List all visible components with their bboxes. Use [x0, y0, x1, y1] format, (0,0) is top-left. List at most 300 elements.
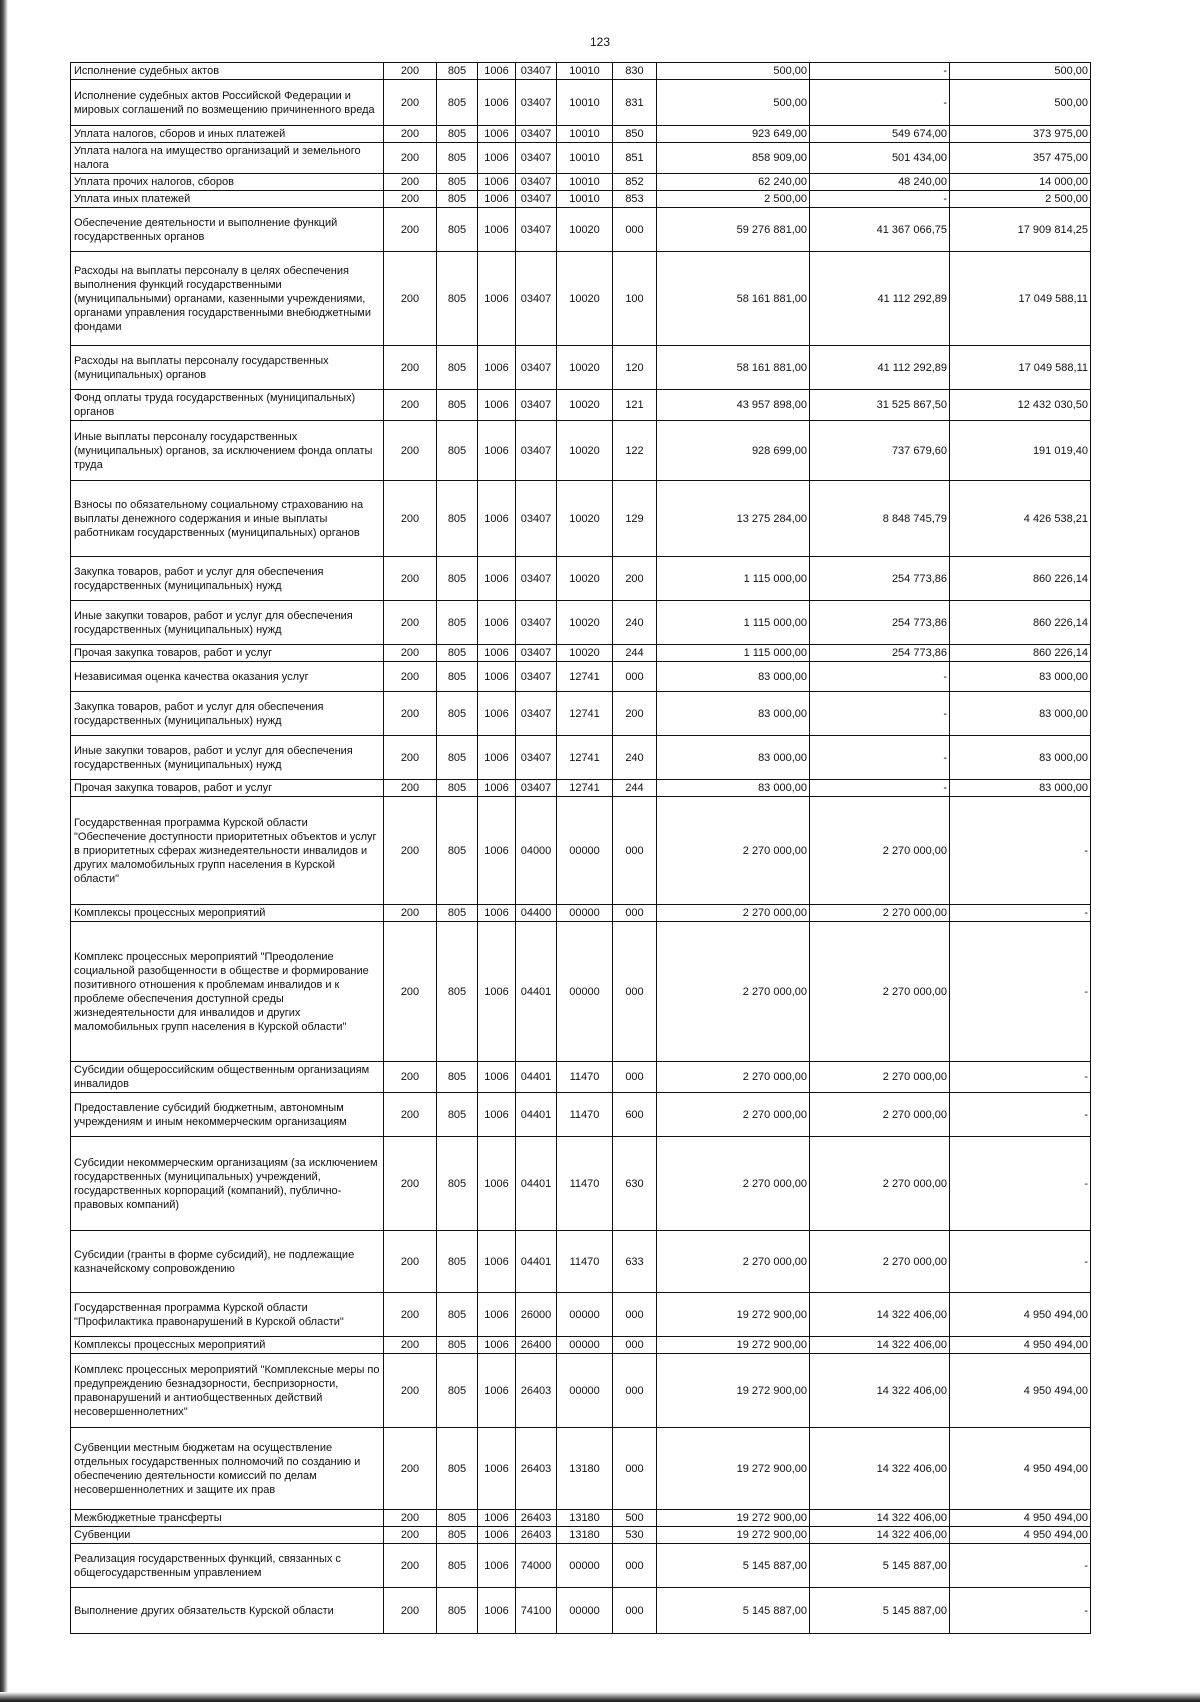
row-name: Комплексы процессных мероприятий	[71, 905, 384, 922]
rz-code: 805	[437, 63, 478, 80]
csr-direction-code: 13180	[557, 1428, 613, 1510]
table-row	[71, 1354, 1091, 1428]
glava-code: 200	[384, 1527, 437, 1544]
row-name: Государственная программа Курской области "Обеспечение доступности приоритетных объектов и услуг в приоритетных сферах жизнедеятельности инвалидов и других маломобильных групп населения в Курской области"	[71, 797, 384, 905]
glava-code: 200	[384, 1544, 437, 1588]
csr-direction-code: 11470	[557, 1062, 613, 1093]
executed-amount: 5 145 887,00	[810, 1588, 950, 1634]
rz-code: 805	[437, 1428, 478, 1510]
csr-program-code: 04000	[516, 797, 557, 905]
rz-code: 805	[437, 557, 478, 601]
approved-amount: 83 000,00	[657, 662, 810, 692]
approved-amount: 5 145 887,00	[657, 1588, 810, 1634]
remaining-amount: 4 950 494,00	[950, 1337, 1091, 1354]
glava-code: 200	[384, 645, 437, 662]
csr-direction-code: 11470	[557, 1231, 613, 1293]
vr-code: 000	[613, 1337, 657, 1354]
remaining-amount: 373 975,00	[950, 126, 1091, 143]
vr-code: 852	[613, 174, 657, 191]
vr-code: 000	[613, 797, 657, 905]
row-name: Государственная программа Курской области "Профилактика правонарушений в Курской области"	[71, 1293, 384, 1337]
row-name: Субсидии общероссийским общественным организациям инвалидов	[71, 1062, 384, 1093]
approved-amount: 43 957 898,00	[657, 390, 810, 421]
csr-program-code: 26400	[516, 1337, 557, 1354]
rz-code: 805	[437, 645, 478, 662]
csr-direction-code: 00000	[557, 1293, 613, 1337]
vr-code: 000	[613, 1293, 657, 1337]
rz-code: 805	[437, 1337, 478, 1354]
pr-code: 1006	[478, 557, 516, 601]
table-row	[71, 143, 1091, 174]
executed-amount: 2 270 000,00	[810, 1062, 950, 1093]
glava-code: 200	[384, 1093, 437, 1137]
glava-code: 200	[384, 797, 437, 905]
pr-code: 1006	[478, 174, 516, 191]
csr-direction-code: 00000	[557, 797, 613, 905]
rz-code: 805	[437, 662, 478, 692]
pr-code: 1006	[478, 1231, 516, 1293]
table-row	[71, 1093, 1091, 1137]
glava-code: 200	[384, 1137, 437, 1231]
vr-code: 850	[613, 126, 657, 143]
approved-amount: 19 272 900,00	[657, 1354, 810, 1428]
pr-code: 1006	[478, 1093, 516, 1137]
pr-code: 1006	[478, 662, 516, 692]
rz-code: 805	[437, 797, 478, 905]
csr-direction-code: 10010	[557, 126, 613, 143]
approved-amount: 19 272 900,00	[657, 1510, 810, 1527]
glava-code: 200	[384, 191, 437, 208]
table-row	[71, 80, 1091, 126]
row-name: Комплекс процессных мероприятий "Преодоление социальной разобщенности в обществе и формирование позитивного отношения к проблемам инвалидов и к проблеме обеспечения доступной среды жизнедеятельности для инвалидов и других маломобильных групп населения в Курской области"	[71, 922, 384, 1062]
rz-code: 805	[437, 1510, 478, 1527]
glava-code: 200	[384, 780, 437, 797]
remaining-amount: 500,00	[950, 63, 1091, 80]
csr-program-code: 26000	[516, 1293, 557, 1337]
csr-program-code: 03407	[516, 421, 557, 481]
table-row	[71, 252, 1091, 346]
executed-amount: -	[810, 736, 950, 780]
approved-amount: 2 270 000,00	[657, 905, 810, 922]
rz-code: 805	[437, 346, 478, 390]
table-row	[71, 601, 1091, 645]
glava-code: 200	[384, 421, 437, 481]
vr-code: 129	[613, 481, 657, 557]
rz-code: 805	[437, 601, 478, 645]
vr-code: 000	[613, 1062, 657, 1093]
row-name: Предоставление субсидий бюджетным, автономным учреждениям и иным некоммерческим организациям	[71, 1093, 384, 1137]
remaining-amount: 4 950 494,00	[950, 1293, 1091, 1337]
table-row	[71, 126, 1091, 143]
table-row	[71, 1293, 1091, 1337]
csr-program-code: 74100	[516, 1588, 557, 1634]
pr-code: 1006	[478, 1354, 516, 1428]
glava-code: 200	[384, 126, 437, 143]
row-name: Закупка товаров, работ и услуг для обеспечения государственных (муниципальных) нужд	[71, 692, 384, 736]
remaining-amount: 357 475,00	[950, 143, 1091, 174]
vr-code: 600	[613, 1093, 657, 1137]
pr-code: 1006	[478, 797, 516, 905]
executed-amount: 14 322 406,00	[810, 1510, 950, 1527]
pr-code: 1006	[478, 601, 516, 645]
csr-program-code: 04401	[516, 1062, 557, 1093]
pr-code: 1006	[478, 645, 516, 662]
remaining-amount: -	[950, 905, 1091, 922]
row-name: Взносы по обязательному социальному страхованию на выплаты денежного содержания и иные выплаты работникам государственных (муниципальных) органов	[71, 481, 384, 557]
approved-amount: 5 145 887,00	[657, 1544, 810, 1588]
remaining-amount: 14 000,00	[950, 174, 1091, 191]
csr-program-code: 26403	[516, 1510, 557, 1527]
pr-code: 1006	[478, 390, 516, 421]
vr-code: 500	[613, 1510, 657, 1527]
vr-code: 240	[613, 736, 657, 780]
glava-code: 200	[384, 1231, 437, 1293]
rz-code: 805	[437, 421, 478, 481]
executed-amount: 2 270 000,00	[810, 922, 950, 1062]
approved-amount: 13 275 284,00	[657, 481, 810, 557]
pr-code: 1006	[478, 481, 516, 557]
table-row	[71, 1337, 1091, 1354]
csr-direction-code: 13180	[557, 1510, 613, 1527]
executed-amount: 41 112 292,89	[810, 252, 950, 346]
glava-code: 200	[384, 1588, 437, 1634]
approved-amount: 2 270 000,00	[657, 797, 810, 905]
pr-code: 1006	[478, 346, 516, 390]
rz-code: 805	[437, 1231, 478, 1293]
executed-amount: 14 322 406,00	[810, 1337, 950, 1354]
pr-code: 1006	[478, 736, 516, 780]
pr-code: 1006	[478, 252, 516, 346]
pr-code: 1006	[478, 208, 516, 252]
glava-code: 200	[384, 1354, 437, 1428]
pr-code: 1006	[478, 63, 516, 80]
table-row	[71, 692, 1091, 736]
glava-code: 200	[384, 80, 437, 126]
glava-code: 200	[384, 208, 437, 252]
remaining-amount: -	[950, 1231, 1091, 1293]
vr-code: 853	[613, 191, 657, 208]
table-row	[71, 191, 1091, 208]
csr-direction-code: 00000	[557, 922, 613, 1062]
approved-amount: 83 000,00	[657, 736, 810, 780]
approved-amount: 19 272 900,00	[657, 1293, 810, 1337]
table-body	[71, 63, 1091, 1634]
executed-amount: -	[810, 191, 950, 208]
pr-code: 1006	[478, 143, 516, 174]
csr-direction-code: 00000	[557, 1544, 613, 1588]
rz-code: 805	[437, 481, 478, 557]
rz-code: 805	[437, 252, 478, 346]
pr-code: 1006	[478, 1062, 516, 1093]
approved-amount: 2 500,00	[657, 191, 810, 208]
table-row	[71, 1231, 1091, 1293]
csr-program-code: 03407	[516, 346, 557, 390]
csr-direction-code: 10010	[557, 174, 613, 191]
pr-code: 1006	[478, 126, 516, 143]
csr-program-code: 04401	[516, 1093, 557, 1137]
glava-code: 200	[384, 692, 437, 736]
pr-code: 1006	[478, 1588, 516, 1634]
row-name: Иные выплаты персоналу государственных (муниципальных) органов, за исключением фонда оплаты труда	[71, 421, 384, 481]
rz-code: 805	[437, 80, 478, 126]
csr-program-code: 03407	[516, 645, 557, 662]
row-name: Уплата прочих налогов, сборов	[71, 174, 384, 191]
executed-amount: 254 773,86	[810, 557, 950, 601]
rz-code: 805	[437, 922, 478, 1062]
csr-program-code: 04401	[516, 1231, 557, 1293]
table-row	[71, 63, 1091, 80]
csr-direction-code: 10010	[557, 80, 613, 126]
remaining-amount: -	[950, 1062, 1091, 1093]
approved-amount: 500,00	[657, 80, 810, 126]
approved-amount: 19 272 900,00	[657, 1337, 810, 1354]
remaining-amount: 12 432 030,50	[950, 390, 1091, 421]
rz-code: 805	[437, 1354, 478, 1428]
approved-amount: 83 000,00	[657, 692, 810, 736]
vr-code: 240	[613, 601, 657, 645]
table-row	[71, 390, 1091, 421]
executed-amount: 2 270 000,00	[810, 1093, 950, 1137]
glava-code: 200	[384, 922, 437, 1062]
csr-direction-code: 11470	[557, 1093, 613, 1137]
rz-code: 805	[437, 1062, 478, 1093]
row-name: Выполнение других обязательств Курской области	[71, 1588, 384, 1634]
table-row	[71, 1510, 1091, 1527]
approved-amount: 2 270 000,00	[657, 1137, 810, 1231]
glava-code: 200	[384, 1062, 437, 1093]
remaining-amount: -	[950, 1544, 1091, 1588]
vr-code: 000	[613, 208, 657, 252]
rz-code: 805	[437, 126, 478, 143]
executed-amount: 2 270 000,00	[810, 905, 950, 922]
row-name: Комплексы процессных мероприятий	[71, 1337, 384, 1354]
approved-amount: 2 270 000,00	[657, 1231, 810, 1293]
row-name: Субсидии некоммерческим организациям (за исключением государственных (муниципальных) учреждений, государственных корпораций (компаний), публично-правовых компаний)	[71, 1137, 384, 1231]
rz-code: 805	[437, 143, 478, 174]
pr-code: 1006	[478, 1137, 516, 1231]
csr-program-code: 74000	[516, 1544, 557, 1588]
approved-amount: 858 909,00	[657, 143, 810, 174]
vr-code: 200	[613, 692, 657, 736]
remaining-amount: 17 049 588,11	[950, 252, 1091, 346]
table-row	[71, 1588, 1091, 1634]
table-row	[71, 797, 1091, 905]
rz-code: 805	[437, 692, 478, 736]
csr-program-code: 04401	[516, 1137, 557, 1231]
executed-amount: 41 112 292,89	[810, 346, 950, 390]
glava-code: 200	[384, 346, 437, 390]
rz-code: 805	[437, 905, 478, 922]
csr-program-code: 03407	[516, 692, 557, 736]
glava-code: 200	[384, 557, 437, 601]
glava-code: 200	[384, 662, 437, 692]
executed-amount: 8 848 745,79	[810, 481, 950, 557]
approved-amount: 59 276 881,00	[657, 208, 810, 252]
approved-amount: 500,00	[657, 63, 810, 80]
table-row	[71, 736, 1091, 780]
table-row	[71, 346, 1091, 390]
row-name: Обеспечение деятельности и выполнение функций государственных органов	[71, 208, 384, 252]
remaining-amount: 17 049 588,11	[950, 346, 1091, 390]
remaining-amount: -	[950, 922, 1091, 1062]
table-row	[71, 174, 1091, 191]
csr-direction-code: 00000	[557, 905, 613, 922]
row-name: Субвенции местным бюджетам на осуществление отдельных государственных полномочий по созданию и обеспечению деятельности комиссий по делам несовершеннолетних и защите их прав	[71, 1428, 384, 1510]
csr-direction-code: 00000	[557, 1588, 613, 1634]
table-row	[71, 1544, 1091, 1588]
csr-program-code: 04401	[516, 922, 557, 1062]
rz-code: 805	[437, 736, 478, 780]
remaining-amount: 4 950 494,00	[950, 1354, 1091, 1428]
csr-direction-code: 10020	[557, 208, 613, 252]
csr-direction-code: 10020	[557, 557, 613, 601]
rz-code: 805	[437, 780, 478, 797]
executed-amount: -	[810, 692, 950, 736]
scan-edge-left	[0, 0, 8, 1702]
executed-amount: 14 322 406,00	[810, 1428, 950, 1510]
remaining-amount: -	[950, 797, 1091, 905]
table-row	[71, 922, 1091, 1062]
approved-amount: 83 000,00	[657, 780, 810, 797]
csr-direction-code: 10010	[557, 191, 613, 208]
csr-direction-code: 10020	[557, 601, 613, 645]
csr-program-code: 03407	[516, 174, 557, 191]
vr-code: 633	[613, 1231, 657, 1293]
vr-code: 851	[613, 143, 657, 174]
pr-code: 1006	[478, 80, 516, 126]
table-row	[71, 662, 1091, 692]
executed-amount: -	[810, 780, 950, 797]
table-row	[71, 905, 1091, 922]
approved-amount: 1 115 000,00	[657, 557, 810, 601]
pr-code: 1006	[478, 905, 516, 922]
executed-amount: -	[810, 63, 950, 80]
row-name: Межбюджетные трансферты	[71, 1510, 384, 1527]
glava-code: 200	[384, 1510, 437, 1527]
glava-code: 200	[384, 252, 437, 346]
pr-code: 1006	[478, 1428, 516, 1510]
csr-program-code: 03407	[516, 601, 557, 645]
executed-amount: 2 270 000,00	[810, 797, 950, 905]
vr-code: 000	[613, 905, 657, 922]
executed-amount: 501 434,00	[810, 143, 950, 174]
executed-amount: 14 322 406,00	[810, 1354, 950, 1428]
vr-code: 000	[613, 1588, 657, 1634]
csr-direction-code: 12741	[557, 736, 613, 780]
approved-amount: 2 270 000,00	[657, 922, 810, 1062]
approved-amount: 2 270 000,00	[657, 1062, 810, 1093]
remaining-amount: 83 000,00	[950, 780, 1091, 797]
row-name: Уплата налогов, сборов и иных платежей	[71, 126, 384, 143]
row-name: Иные закупки товаров, работ и услуг для обеспечения государственных (муниципальных) нужд	[71, 736, 384, 780]
row-name: Исполнение судебных актов Российской Федерации и мировых соглашений по возмещению причиненного вреда	[71, 80, 384, 126]
row-name: Комплекс процессных мероприятий "Комплексные меры по предупреждению безнадзорности, беспризорности, правонарушений и антиобщественных действий несовершеннолетних"	[71, 1354, 384, 1428]
vr-code: 100	[613, 252, 657, 346]
pr-code: 1006	[478, 922, 516, 1062]
page-number: 123	[589, 35, 611, 49]
remaining-amount: 83 000,00	[950, 736, 1091, 780]
csr-direction-code: 12741	[557, 692, 613, 736]
glava-code: 200	[384, 63, 437, 80]
pr-code: 1006	[478, 780, 516, 797]
csr-direction-code: 10020	[557, 346, 613, 390]
row-name: Реализация государственных функций, связанных с общегосударственным управлением	[71, 1544, 384, 1588]
rz-code: 805	[437, 1293, 478, 1337]
remaining-amount: 83 000,00	[950, 692, 1091, 736]
table-row	[71, 208, 1091, 252]
remaining-amount: 860 226,14	[950, 601, 1091, 645]
vr-code: 000	[613, 922, 657, 1062]
executed-amount: 48 240,00	[810, 174, 950, 191]
vr-code: 244	[613, 645, 657, 662]
rz-code: 805	[437, 1527, 478, 1544]
table-row	[71, 1137, 1091, 1231]
vr-code: 122	[613, 421, 657, 481]
remaining-amount: 4 950 494,00	[950, 1428, 1091, 1510]
vr-code: 831	[613, 80, 657, 126]
csr-direction-code: 10020	[557, 645, 613, 662]
csr-direction-code: 10010	[557, 63, 613, 80]
remaining-amount: 83 000,00	[950, 662, 1091, 692]
csr-program-code: 03407	[516, 662, 557, 692]
budget-table	[70, 62, 1091, 1634]
rz-code: 805	[437, 208, 478, 252]
approved-amount: 19 272 900,00	[657, 1428, 810, 1510]
table-row	[71, 645, 1091, 662]
row-name: Субсидии (гранты в форме субсидий), не подлежащие казначейскому сопровождению	[71, 1231, 384, 1293]
pr-code: 1006	[478, 1293, 516, 1337]
vr-code: 000	[613, 1428, 657, 1510]
vr-code: 630	[613, 1137, 657, 1231]
glava-code: 200	[384, 601, 437, 645]
approved-amount: 2 270 000,00	[657, 1093, 810, 1137]
vr-code: 000	[613, 1544, 657, 1588]
approved-amount: 19 272 900,00	[657, 1527, 810, 1544]
executed-amount: -	[810, 662, 950, 692]
table-row	[71, 780, 1091, 797]
glava-code: 200	[384, 143, 437, 174]
csr-program-code: 03407	[516, 481, 557, 557]
glava-code: 200	[384, 390, 437, 421]
csr-program-code: 03407	[516, 126, 557, 143]
csr-program-code: 03407	[516, 191, 557, 208]
rz-code: 805	[437, 1093, 478, 1137]
row-name: Расходы на выплаты персоналу государственных (муниципальных) органов	[71, 346, 384, 390]
csr-direction-code: 00000	[557, 1354, 613, 1428]
pr-code: 1006	[478, 1527, 516, 1544]
rz-code: 805	[437, 390, 478, 421]
rz-code: 805	[437, 191, 478, 208]
csr-program-code: 03407	[516, 80, 557, 126]
rz-code: 805	[437, 174, 478, 191]
executed-amount: 41 367 066,75	[810, 208, 950, 252]
executed-amount: 5 145 887,00	[810, 1544, 950, 1588]
csr-direction-code: 10010	[557, 143, 613, 174]
csr-program-code: 26403	[516, 1428, 557, 1510]
executed-amount: 549 674,00	[810, 126, 950, 143]
glava-code: 200	[384, 736, 437, 780]
vr-code: 530	[613, 1527, 657, 1544]
remaining-amount: -	[950, 1137, 1091, 1231]
glava-code: 200	[384, 481, 437, 557]
remaining-amount: 4 950 494,00	[950, 1510, 1091, 1527]
csr-program-code: 03407	[516, 390, 557, 421]
approved-amount: 58 161 881,00	[657, 346, 810, 390]
remaining-amount: 500,00	[950, 80, 1091, 126]
row-name: Исполнение судебных актов	[71, 63, 384, 80]
csr-program-code: 03407	[516, 208, 557, 252]
pr-code: 1006	[478, 692, 516, 736]
